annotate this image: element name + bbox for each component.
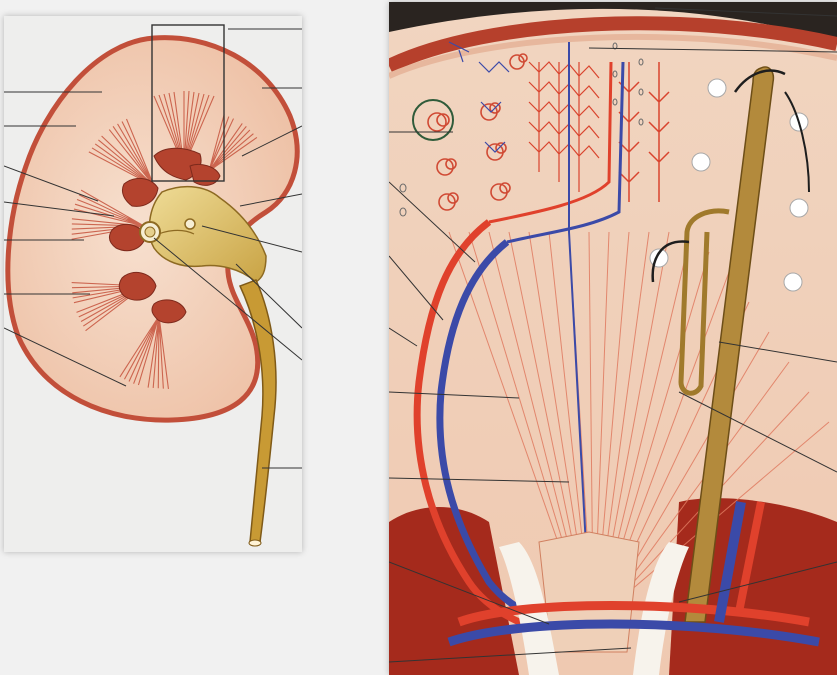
nephron-detail-illustration xyxy=(389,2,837,675)
kidney-overview-panel xyxy=(4,16,302,552)
kidney-overview-illustration xyxy=(4,16,302,552)
renal-papilla xyxy=(539,532,639,652)
nephron-detail-panel xyxy=(389,2,837,675)
